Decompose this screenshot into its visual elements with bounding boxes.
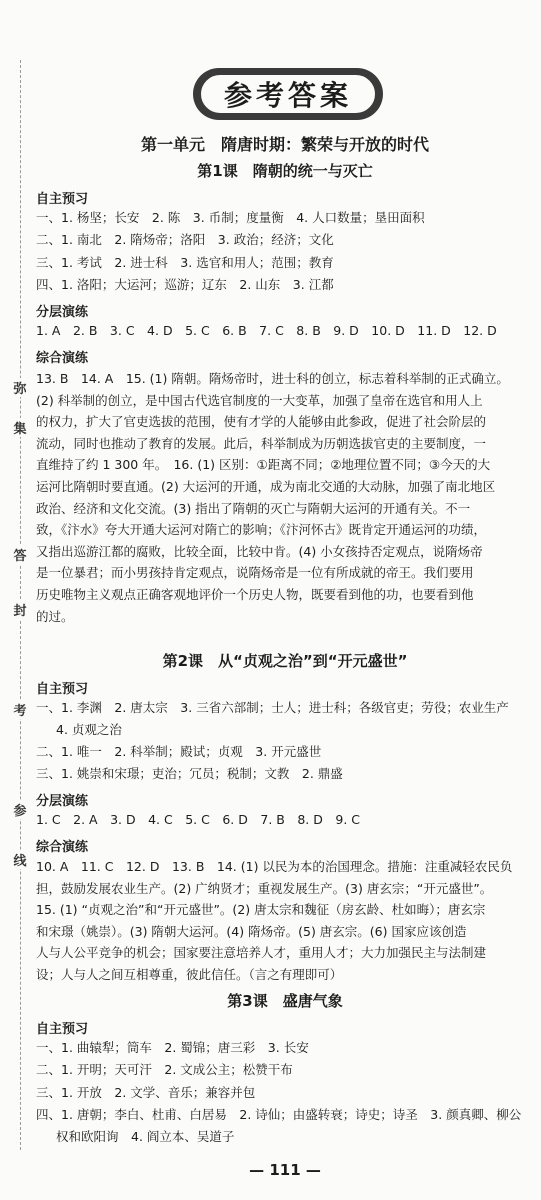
para-line: (2) 科举制的创立，是中国古代选官制度的一大变革，加强了皇帝在选官和用人上 [36,392,483,408]
answer-line: 一、1. 杨坚；长安 2. 陈 3. 币制；度量衡 4. 人口数量；垦田面积 [36,210,425,225]
para-line: 致，《汴水》夸大开通大运河对隋亡的影响；《汴河怀古》既肯定开通运河的功绩， [36,522,487,538]
answer-line: 1. C 2. A 3. D 4. C 5. C 6. D 7. B 8. D 9. C [36,812,361,827]
title-banner [193,68,383,120]
answer-line: 权和欧阳询 4. 阎立本、吴道子 [56,1129,235,1144]
page-number: — 111 — [249,1161,321,1179]
para-line: 流动，同时也推动了教育的发展。此后，科举制成为历朝选拔官吏的主要制度，一 [36,435,487,451]
section-heading: 自主预习 [36,192,89,207]
section-heading: 综合演练 [36,840,89,855]
margin-char: 参 [8,800,32,819]
margin-char: 答 [8,545,32,564]
section-heading: 自主预习 [36,682,89,697]
answer-line: 1. A 2. B 3. C 4. D 5. C 6. B 7. C 8. B 9. D 10. D 11. D 12. D [36,323,497,338]
lesson-title: 第2课 从“贞观之治”到“开元盛世” [162,652,408,670]
para-line: 的权力，扩大了官吏选拔的范围，使有才学的人能够由此参政，促进了社会阶层的 [36,414,487,430]
para-line: 直维持了约 1 300 年。 16. (1) 区别：①距离不同；②地理位置不同；③今天的大 [36,457,491,473]
answer-line: 4. 贞观之治 [56,722,122,737]
answer-line: 三、1. 考试 2. 进士科 3. 选官和用人；范围；教育 [36,255,334,270]
margin-char: 考 [8,700,32,719]
answer-line: 一、1. 李渊 2. 唐太宗 3. 三省六部制；士人；进士科；各级官吏；劳役；农业生产 [36,700,509,715]
margin-char: 集 [8,418,32,437]
lesson-title: 第1课 隋朝的统一与灭亡 [197,162,373,180]
section-heading: 分层演练 [36,305,89,320]
answer-line: 三、1. 姚崇和宋璟；吏治；冗员；税制；文教 2. 鼎盛 [36,766,343,781]
para-line: 的过。 [36,608,74,624]
para-line: 人与人公平竞争的机会；国家要注意培养人才，重用人才；大力加强民主与法制建 [36,945,487,961]
para-line: 历史唯物主义观点正确客观地评价一个历史人物，既要看到他的功，也要看到他 [36,586,474,602]
answer-line: 一、1. 曲辕犁；筒车 2. 蜀锦；唐三彩 3. 长安 [36,1040,309,1055]
para-line: 设；人与人之间互相尊重，彼此信任。（言之有理即可） [36,966,343,982]
answer-line: 二、1. 南北 2. 隋炀帝；洛阳 3. 政治；经济；文化 [36,232,334,247]
answer-line: 四、1. 唐朝；李白、杜甫、白居易 2. 诗仙；由盛转衰；诗史；诗圣 3. 颜真卿、柳公 [36,1107,522,1122]
answer-line: 二、1. 唯一 2. 科举制；殿试；贞观 3. 开元盛世 [36,744,322,759]
answer-paragraph [36,856,534,986]
answer-paragraph [36,368,534,627]
banner-text: 参考答案 [199,73,377,115]
para-line: 13. B 14. A 15. (1) 隋朝。隋炀帝时，进士科的创立，标志着科举制的正式确立。 [36,371,509,386]
para-line: 担，鼓励发展农业生产。(2) 广纳贤才；重视发展生产。(3) 唐玄宗；“开元盛世”。 [36,880,493,896]
para-line: 运河比隋朝时要直通。(2) 大运河的开通，成为南北交通的大动脉，加强了南北地区 [36,478,496,494]
para-line: 又指出巡游江都的腐败，比较全面，比较中肯。(4) 小女孩持否定观点，说隋炀帝 [36,543,483,559]
answer-line: 四、1. 洛阳；大运河；巡游；辽东 2. 山东 3. 江都 [36,277,334,292]
para-line: 是一位暴君；而小男孩持肯定观点，说隋炀帝是一位有所成就的帝王。我们要用 [36,565,474,581]
margin-char: 封 [8,600,32,619]
margin-char: 弥 [8,378,32,397]
unit-title: 第一单元 隋唐时期：繁荣与开放的时代 [140,135,429,154]
answer-line: 二、1. 开明；天可汗 2. 文成公主；松赞干布 [36,1062,293,1077]
answer-line: 三、1. 开放 2. 文学、音乐；兼容并包 [36,1085,256,1100]
binding-margin [0,0,40,1200]
section-heading: 自主预习 [36,1022,89,1037]
section-heading: 分层演练 [36,794,89,809]
section-heading: 综合演练 [36,351,89,366]
margin-char: 线 [8,850,32,869]
para-line: 和宋璟（姚崇）。(3) 隋朝大运河。(4) 隋炀帝。(5) 唐玄宗。(6) 国家应该创造 [36,923,467,939]
answer-page [36,0,534,1200]
lesson-title: 第3课 盛唐气象 [227,992,343,1010]
para-line: 10. A 11. C 12. D 13. B 14. (1) 以民为本的治国理念。措施：注重减轻农民负 [36,859,513,874]
para-line: 15. (1) “贞观之治”和“开元盛世”。(2) 唐太宗和魏征（房玄龄、杜如晦）；唐玄宗 [36,902,486,918]
para-line: 政治、经济和文化交流。(3) 指出了隋朝的灭亡与隋朝大运河的开通有关。不一 [36,500,471,516]
